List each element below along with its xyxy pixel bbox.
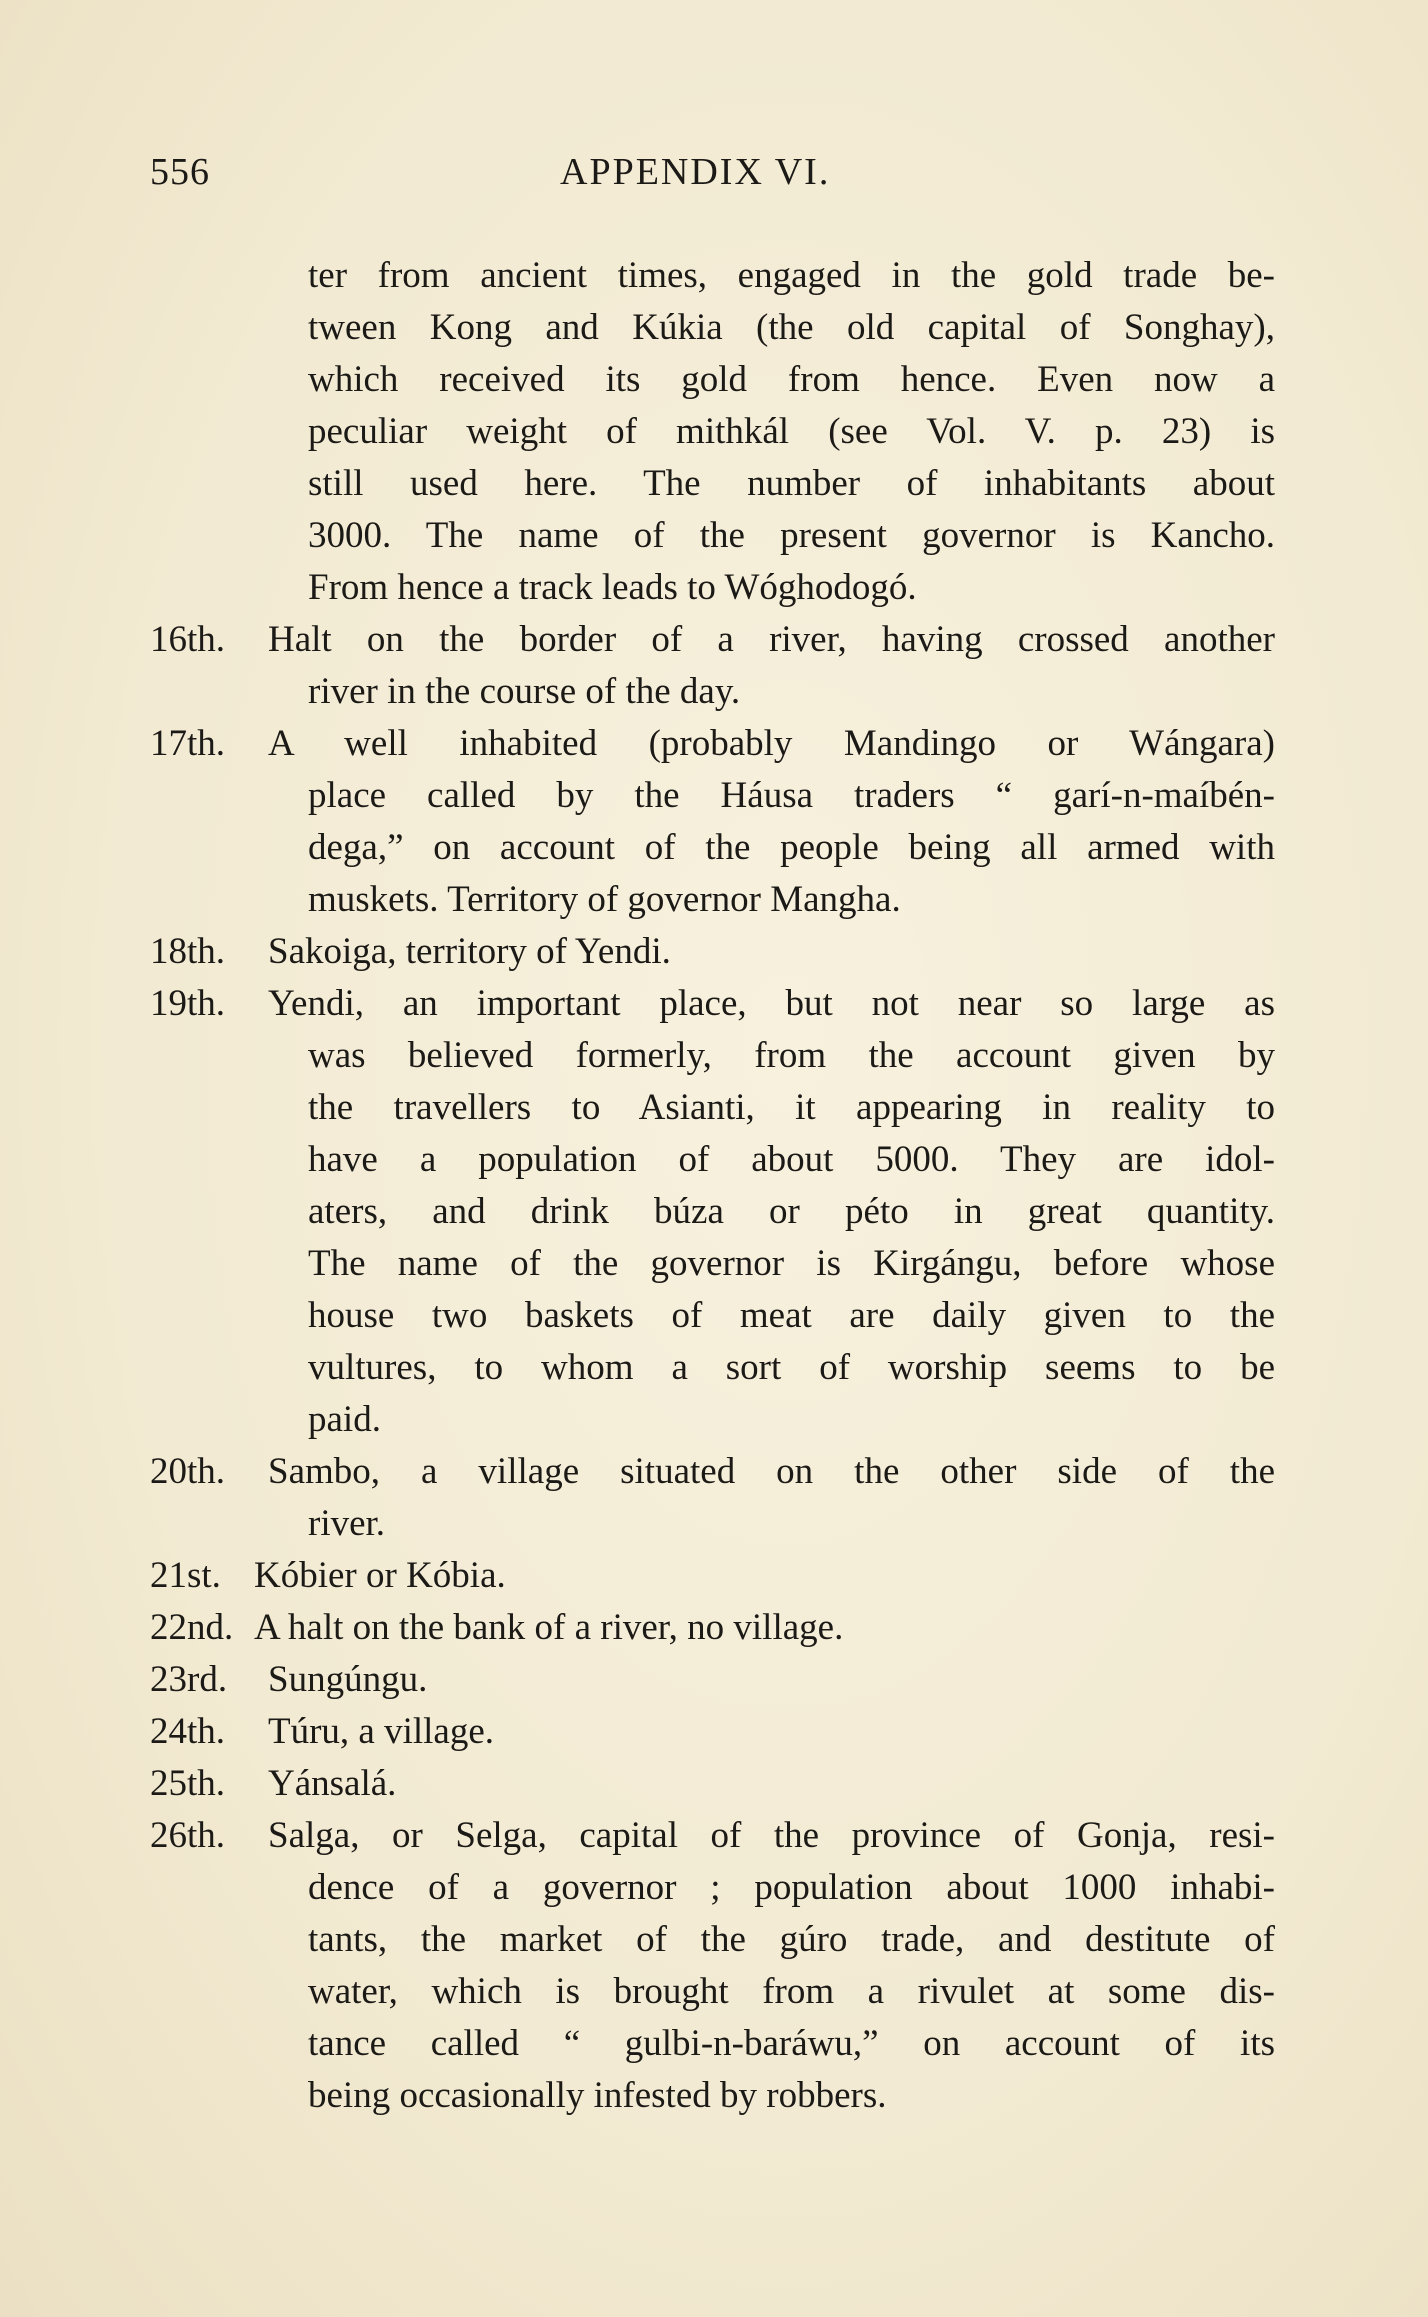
line-text: dega,” on account of the people being all armed with: [308, 827, 1275, 868]
text-line: [150, 2018, 1275, 2070]
line-text: Túru, a village.: [268, 1711, 495, 1752]
text-line: [150, 1290, 1275, 1342]
entry-date: 23rd.: [150, 1659, 228, 1700]
text-line: [150, 1914, 1275, 1966]
text-line: [150, 1186, 1275, 1238]
entry-date: 24th.: [150, 1711, 226, 1752]
line-text: place called by the Háusa traders “ garí-n-maíbén-: [308, 775, 1275, 816]
entry-line: [150, 1810, 1275, 1862]
line-text: tants, the market of the gúro trade, and destitute of: [308, 1919, 1275, 1960]
line-text: Sambo, a village situated on the other side of the: [268, 1451, 1275, 1492]
text-line: [150, 666, 1275, 718]
text-line: [150, 1394, 1275, 1446]
line-text: A halt on the bank of a river, no village.: [254, 1607, 844, 1648]
entry-line: [150, 718, 1275, 770]
entry-date: 20th.: [150, 1451, 226, 1492]
entry-line: [150, 614, 1275, 666]
entry-line: [150, 1446, 1275, 1498]
line-text: dence of a governor ; population about 1000 inhabi-: [308, 1867, 1275, 1908]
line-text: tance called “ gulbi-n-baráwu,” on account of its: [308, 2023, 1275, 2064]
line-text: peculiar weight of mithkál (see Vol. V. p. 23) is: [308, 411, 1275, 452]
text-line: [150, 510, 1275, 562]
text-line: [150, 302, 1275, 354]
line-text: Yánsalá.: [268, 1763, 397, 1804]
line-text: tween Kong and Kúkia (the old capital of Songhay),: [308, 307, 1275, 348]
line-text: Sakoiga, territory of Yendi.: [268, 931, 671, 972]
entry-line: [150, 1758, 1275, 1810]
text-line: [150, 1134, 1275, 1186]
entry-line: [150, 1706, 1275, 1758]
text-line: [150, 1966, 1275, 2018]
entry-line: [150, 1654, 1275, 1706]
running-head: APPENDIX VI.: [560, 151, 831, 193]
line-text: Salga, or Selga, capital of the province of Gonja, resi-: [268, 1815, 1275, 1856]
text-line: [150, 1862, 1275, 1914]
line-text: have a population of about 5000. They are idol-: [308, 1139, 1275, 1180]
entry-date: 17th.: [150, 723, 226, 764]
entry-date: 25th.: [150, 1763, 226, 1804]
entry-line: [150, 1602, 1275, 1654]
entry-date: 16th.: [150, 619, 226, 660]
line-text: From hence a track leads to Wóghodogó.: [308, 567, 917, 608]
text-line: [150, 2070, 1275, 2122]
text-line: [150, 1342, 1275, 1394]
line-text: house two baskets of meat are daily given to the: [308, 1295, 1275, 1336]
text-line: [150, 1030, 1275, 1082]
line-text: which received its gold from hence. Even now a: [308, 359, 1275, 400]
line-text: ter from ancient times, engaged in the gold trade be-: [308, 255, 1275, 296]
text-line: [150, 354, 1275, 406]
text-line: [150, 406, 1275, 458]
text-line: [150, 1082, 1275, 1134]
text-line: [150, 822, 1275, 874]
text-line: [150, 458, 1275, 510]
page-number: 556: [150, 151, 210, 193]
line-text: paid.: [308, 1399, 381, 1440]
line-text: A well inhabited (probably Mandingo or Wángara): [268, 723, 1275, 764]
entry-line: [150, 926, 1275, 978]
line-text: the travellers to Asianti, it appearing in reality to: [308, 1087, 1275, 1128]
entry-line: [150, 978, 1275, 1030]
entry-date: 26th.: [150, 1815, 226, 1856]
entry-line: [150, 1550, 1275, 1602]
line-text: river in the course of the day.: [308, 671, 741, 712]
entry-date: 19th.: [150, 983, 226, 1024]
line-text: was believed formerly, from the account given by: [308, 1035, 1275, 1076]
text-line: [150, 1498, 1275, 1550]
line-text: Halt on the border of a river, having crossed another: [268, 619, 1275, 660]
line-text: water, which is brought from a rivulet at some dis-: [308, 1971, 1275, 2012]
line-text: still used here. The number of inhabitants about: [308, 463, 1275, 504]
page-header: [150, 150, 1270, 210]
line-text: muskets. Territory of governor Mangha.: [308, 879, 901, 920]
text-line: [150, 1238, 1275, 1290]
line-text: river.: [308, 1503, 386, 1544]
text-line: [150, 874, 1275, 926]
entry-date: 21st.: [150, 1555, 221, 1596]
text-line: [150, 562, 1275, 614]
line-text: aters, and drink búza or péto in great quantity.: [308, 1191, 1275, 1232]
line-text: 3000. The name of the present governor is Kancho.: [308, 515, 1275, 556]
line-text: The name of the governor is Kirgángu, before whose: [308, 1243, 1275, 1284]
text-line: [150, 250, 1275, 302]
line-text: Yendi, an important place, but not near so large as: [268, 983, 1275, 1024]
line-text: Sungúngu.: [268, 1659, 428, 1700]
text-line: [150, 770, 1275, 822]
entry-date: 18th.: [150, 931, 226, 972]
line-text: Kóbier or Kóbia.: [254, 1555, 506, 1596]
line-text: vultures, to whom a sort of worship seems to be: [308, 1347, 1275, 1388]
entry-date: 22nd.: [150, 1607, 234, 1648]
line-text: being occasionally infested by robbers.: [308, 2075, 887, 2116]
page-body: [150, 250, 1275, 2122]
